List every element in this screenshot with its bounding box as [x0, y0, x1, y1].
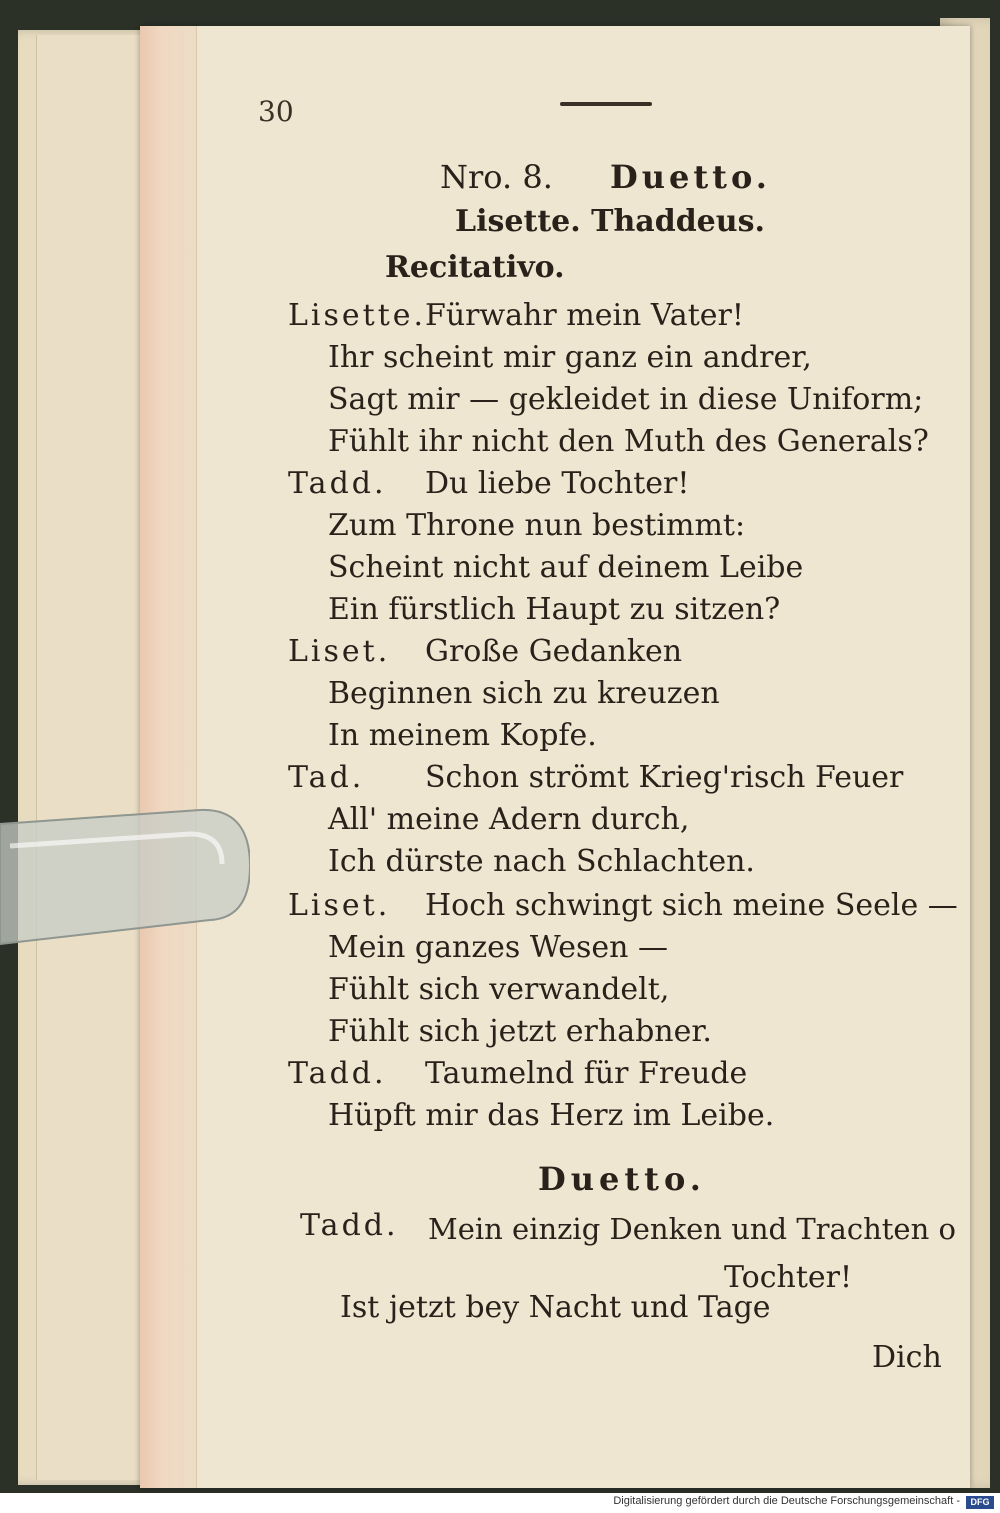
speaker-label: Tad.: [288, 760, 365, 795]
footer-credit: Digitalisierung gefördert durch die Deutsche Forschungsgemeinschaft -: [613, 1495, 960, 1507]
dialogue-line: Scheint nicht auf deinem Leibe: [328, 550, 804, 585]
speaker-label: Tadd.: [288, 466, 387, 501]
duetto-line-2: Ist jetzt bey Nacht und Tage: [340, 1290, 771, 1325]
dialogue-line: Große Gedanken: [425, 634, 683, 669]
dialogue-line: Fühlt ihr nicht den Muth des Generals?: [328, 424, 929, 459]
header-rule: [560, 102, 652, 106]
page-number: 30: [258, 95, 294, 128]
dialogue-line: Zum Throne nun bestimmt:: [328, 508, 746, 543]
dialogue-line: Ihr scheint mir ganz ein andrer,: [328, 340, 812, 375]
dialogue-line: Beginnen sich zu kreuzen: [328, 676, 720, 711]
dialogue-line: Fühlt sich jetzt erhabner.: [328, 1014, 712, 1049]
speaker-label: Lisette.: [288, 298, 427, 333]
dialogue-line: Ich dürste nach Schlachten.: [328, 844, 755, 879]
footer-bar: [0, 1493, 1000, 1513]
duetto-speaker: Tadd.: [300, 1208, 399, 1243]
heading-number: Nro. 8.: [440, 158, 553, 196]
dialogue-line: Hoch schwingt sich meine Seele —: [425, 888, 958, 923]
dialogue-line: Du liebe Tochter!: [425, 466, 690, 501]
dialogue-line: In meinem Kopfe.: [328, 718, 597, 753]
dialogue-line: Fürwahr mein Vater!: [425, 298, 744, 333]
speaker-label: Tadd.: [288, 1056, 387, 1091]
dialogue-line: Schon strömt Krieg'risch Feuer: [425, 760, 904, 795]
page-gutter: [140, 26, 197, 1488]
duetto-line-1: Mein einzig Denken und Trachten o: [428, 1212, 956, 1246]
duetto-line-1-continued: Tochter!: [724, 1260, 853, 1295]
dialogue-line: Fühlt sich verwandelt,: [328, 972, 670, 1007]
catchword: Dich: [872, 1340, 942, 1375]
dialogue-line: All' meine Adern durch,: [328, 802, 690, 837]
speaker-label: Liset.: [288, 888, 391, 923]
dialogue-line: Ein fürstlich Haupt zu sitzen?: [328, 592, 781, 627]
heading-title: Duetto.: [610, 158, 771, 196]
duetto-title: Duetto.: [538, 1160, 706, 1198]
dialogue-line: Mein ganzes Wesen —: [328, 930, 668, 965]
dialogue-line: Taumelnd für Freude: [425, 1056, 748, 1091]
characters-heading: Lisette. Thaddeus.: [455, 204, 765, 239]
dfg-logo: DFG: [966, 1496, 994, 1509]
dialogue-line: Hüpft mir das Herz im Leibe.: [328, 1098, 775, 1133]
speaker-label: Liset.: [288, 634, 391, 669]
section-heading: Recitativo.: [385, 250, 565, 285]
dialogue-line: Sagt mir — gekleidet in diese Uniform;: [328, 382, 924, 417]
plastic-clip: [0, 806, 250, 956]
underlying-page-edge: [36, 35, 147, 1480]
